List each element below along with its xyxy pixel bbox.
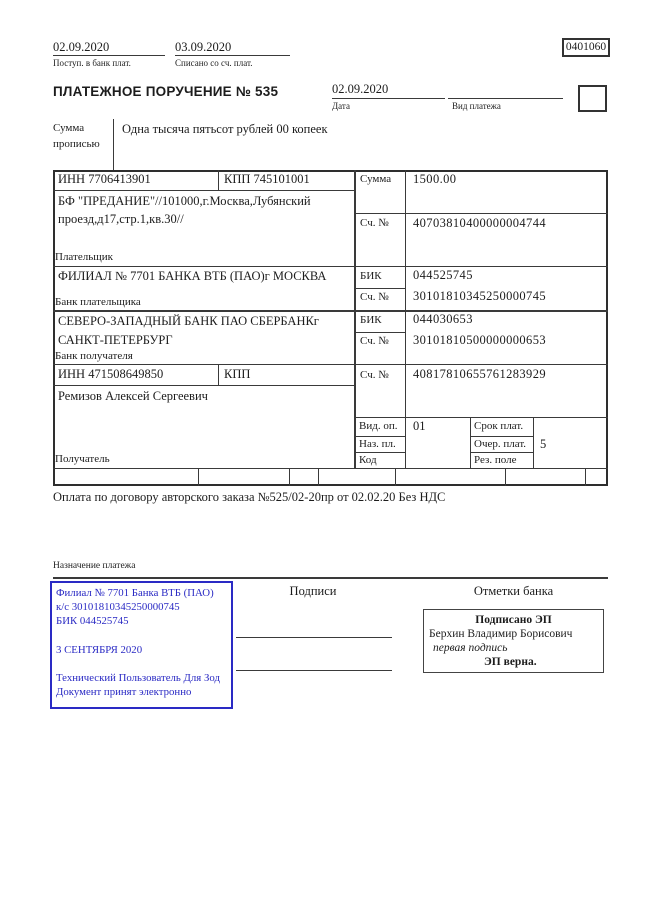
signature-verified: ЭП верна. [484,656,537,668]
table-line [470,436,533,437]
table-line [53,266,608,267]
payer-label: Плательщик [55,251,113,263]
table-line [53,468,608,469]
priority-label: Очер. плат. [474,438,527,450]
stamp-bik: БИК 044525745 [56,615,129,628]
payer-bank-bik: 044525745 [413,268,473,282]
payment-purpose-text: Оплата по договору авторского заказа №525/02-20пр от 02.02.20 Без НДС [53,490,446,504]
payer-name: БФ "ПРЕДАНИЕ"//101000,г.Москва,Лубянский проезд,д17,стр.1,кв.30// [58,194,311,227]
sum-label: Сумма [360,173,392,185]
payment-type-box [578,85,607,112]
stamp-corr-account: к/с 30101810345250000745 [56,601,180,614]
sum-value: 1500.00 [413,172,457,186]
payee-bank-bik-label: БИК [360,314,382,326]
debited-date-label: Списано со сч. плат. [175,58,253,68]
table-line [585,468,586,486]
received-date-underline [53,55,165,56]
payee-account-label: Сч. № [360,369,389,381]
payee-label: Получатель [55,453,110,465]
signer-name: Берхин Владимир Борисович [429,628,573,640]
table-line [53,190,355,191]
payer-account: 40703810400000004744 [413,216,546,230]
payee-inn: ИНН 471508649850 [58,367,164,381]
payer-account-label: Сч. № [360,217,389,229]
table-line [218,364,219,385]
debited-date-underline [175,55,290,56]
bank-electronic-stamp [50,581,233,709]
stamp-accepted-note: Документ принят электронно [56,686,192,699]
table-line [354,170,356,468]
document-title: ПЛАТЕЖНОЕ ПОРУЧЕНИЕ № 535 [53,84,279,99]
payee-kpp: КПП [224,367,251,381]
signatures-label: Подписи [289,584,337,598]
amount-words-label: Сумма прописью [53,122,100,150]
table-line [355,452,406,453]
bank-marks-label: Отметки банка [473,584,554,598]
due-date-label: Срок плат. [474,420,524,432]
payee-name: Ремизов Алексей Сергеевич [58,389,208,403]
payee-account: 40817810655761283929 [413,367,546,381]
payment-type-label: Вид платежа [452,101,501,111]
payer-bank-bik-label: БИК [360,270,382,282]
payee-bank-account: 30101810500000000653 [413,333,546,347]
stamp-date: 3 СЕНТЯБРЯ 2020 [56,643,143,656]
table-line [53,364,608,365]
payee-bank-label: Банк получателя [55,350,133,362]
code-label: Код [359,454,377,466]
payee-bank-bik: 044030653 [413,312,473,326]
date-label: Дата [332,101,350,111]
signature-stamp-box [423,609,604,673]
payee-bank-name: СЕВЕРО-ЗАПАДНЫЙ БАНК ПАО СБЕРБАНКг САНКТ-ПЕТЕРБУРГ [58,314,319,347]
table-line [53,385,355,386]
amount-words-divider [113,119,114,170]
table-line [355,288,406,289]
payer-bank-name: ФИЛИАЛ № 7701 БАНКА ВТБ (ПАО)г МОСКВА [58,269,327,283]
debited-date: 03.09.2020 [175,40,232,54]
form-code-box: 0401060 [562,38,610,57]
amount-words-value: Одна тысяча пятьсот рублей 00 копеек [122,122,328,136]
signature-line-1 [236,637,392,638]
op-type-value: 01 [413,419,426,433]
signature-kind: первая подпись [433,642,508,654]
table-line [470,452,533,453]
signature-line-2 [236,670,392,671]
payee-bank-account-label: Сч. № [360,335,389,347]
document-date: 02.09.2020 [332,82,389,96]
table-line [533,417,534,468]
table-line [405,170,406,468]
payer-kpp: КПП 745101001 [224,172,310,186]
received-date: 02.09.2020 [53,40,110,54]
table-line [395,468,396,486]
payment-purpose-label: Назначение платежа [53,561,136,571]
table-line [355,417,608,418]
table-line [218,170,219,190]
table-line [355,213,608,214]
signed-ep-title: Подписано ЭП [475,614,552,626]
payer-inn: ИНН 7706413901 [58,172,151,186]
purpose-code-label: Наз. пл. [359,438,396,450]
table-line [505,468,506,486]
table-line [470,417,471,468]
received-date-label: Поступ. в банк плат. [53,58,131,68]
stamp-user: Технический Пользователь Для Зод [56,671,220,684]
table-line [289,468,290,486]
payer-bank-label: Банк плательщика [55,296,141,308]
table-line [318,468,319,486]
payer-bank-account-label: Сч. № [360,291,389,303]
table-line [355,436,406,437]
table-line [355,332,406,333]
stamp-bank-name: Филиал № 7701 Банка ВТБ (ПАО) [56,587,214,599]
payment-type-underline [448,98,563,99]
table-line [198,468,199,486]
payer-bank-account: 30101810345250000745 [413,289,546,303]
purpose-underline [53,577,608,579]
reserve-field-label: Рез. поле [474,454,517,466]
date-underline [332,98,445,99]
op-type-label: Вид. оп. [359,420,398,432]
priority-value: 5 [540,437,547,451]
